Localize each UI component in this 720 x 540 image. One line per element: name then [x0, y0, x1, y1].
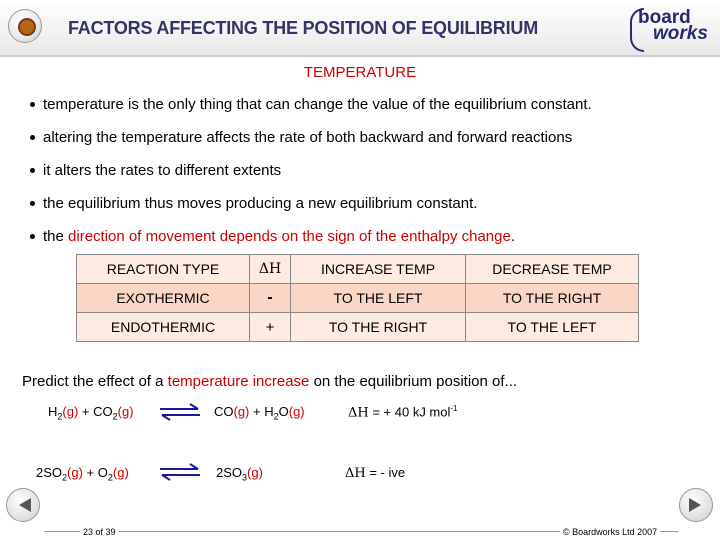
section-subtitle: TEMPERATURE	[303, 64, 417, 81]
equation-2-products	[216, 465, 263, 483]
bullet-text: altering the temperature affects the rate of both backward and forward reactions	[43, 129, 573, 146]
bullet-dot	[30, 102, 35, 107]
logo-text-board: board	[638, 7, 691, 28]
eq-text: H	[264, 404, 274, 419]
bullet-text-pre: the	[43, 228, 69, 245]
bullet-text: the equilibrium thus moves producing a new equilibrium constant.	[43, 195, 478, 212]
eq-text: CO	[93, 404, 113, 419]
table-cell: TO THE RIGHT	[291, 313, 466, 342]
table-row	[77, 313, 639, 342]
eq-state: (g)	[233, 404, 250, 419]
table-cell: TO THE LEFT	[466, 313, 639, 342]
equation-2-reactants	[36, 465, 129, 483]
bullet-item	[30, 228, 515, 245]
bullet-item	[30, 96, 592, 113]
equilibrium-arrow-icon	[158, 403, 202, 421]
table-cell: TO THE RIGHT	[466, 284, 639, 313]
bullet-text-highlight: direction of movement depends on the sign of the enthalpy change	[68, 228, 511, 245]
eq-text: O	[97, 465, 108, 480]
bullet-dot	[30, 168, 35, 173]
slide-counter: 23 of 39	[80, 527, 119, 537]
eq-subscript: 2	[112, 411, 118, 422]
arrow-left-icon	[7, 489, 39, 521]
bullet-text: it alters the rates to different extents	[43, 162, 282, 179]
table-cell: -	[250, 284, 291, 313]
table-cell: +	[250, 313, 291, 342]
predict-highlight: temperature increase	[167, 373, 310, 390]
eq-subscript: 2	[107, 472, 113, 483]
table-cell: TO THE LEFT	[291, 284, 466, 313]
page-title: FACTORS AFFECTING THE POSITION OF EQUILIBRIUM	[68, 18, 539, 38]
table-header-cell: ΔH	[250, 255, 291, 284]
table-header-cell: INCREASE TEMP	[291, 255, 466, 284]
next-slide-button[interactable]	[679, 488, 713, 522]
eq-plus: +	[78, 404, 94, 419]
copyright-text: © Boardworks Ltd 2007	[560, 527, 660, 537]
equation-1-enthalpy	[348, 404, 458, 420]
arrow-right-icon	[680, 489, 712, 521]
bullet-text: temperature is the only thing that can change the value of the equilibrium constant.	[43, 96, 592, 113]
bullet-item	[30, 162, 281, 179]
bullet-dot	[30, 201, 35, 206]
header-divider	[0, 55, 720, 57]
eq-state: (g)	[112, 465, 129, 480]
eq-state: (g)	[67, 465, 83, 480]
delta-h-symbol: ΔH	[348, 405, 369, 421]
logo-text-works: works	[653, 23, 708, 44]
equation-2-enthalpy	[345, 465, 405, 481]
table-header-cell: DECREASE TEMP	[466, 255, 639, 284]
eq-plus: +	[249, 404, 265, 419]
eq-state: (g)	[117, 404, 134, 419]
predict-post: on the equilibrium position of...	[309, 373, 518, 390]
eq-text: O	[278, 404, 289, 419]
eq-text: 2SO	[216, 465, 243, 480]
eq-subscript: 2	[273, 411, 279, 422]
table-cell: EXOTHERMIC	[77, 284, 250, 313]
eq-subscript: 2	[62, 472, 68, 483]
equation-1-reactants	[48, 404, 134, 422]
eq-subscript: 2	[57, 411, 63, 422]
table-header-cell: REACTION TYPE	[77, 255, 250, 284]
bullet-item	[30, 129, 572, 146]
previous-slide-button[interactable]	[6, 488, 40, 522]
predict-prompt	[22, 373, 517, 390]
bullet-item	[30, 195, 477, 212]
equation-1-products	[214, 404, 305, 422]
eq-plus: +	[82, 465, 98, 480]
table-header-row	[77, 255, 639, 284]
equilibrium-arrow-icon	[158, 463, 202, 481]
eq-text: CO	[214, 404, 234, 419]
boardworks-logo	[630, 9, 716, 51]
enthalpy-value: = + 40 kJ mol	[368, 404, 451, 420]
eq-text: 2SO	[36, 465, 63, 480]
predict-pre: Predict the effect of a	[22, 373, 168, 390]
home-button[interactable]	[8, 9, 42, 43]
eq-state: (g)	[247, 465, 263, 480]
eq-text: H	[48, 404, 58, 419]
enthalpy-exponent: -1	[450, 404, 458, 413]
table-row	[77, 284, 639, 313]
delta-h-symbol: ΔH	[345, 466, 366, 481]
reaction-table	[76, 254, 639, 342]
table-cell: ENDOTHERMIC	[77, 313, 250, 342]
home-icon	[18, 18, 36, 36]
eq-subscript: 3	[242, 472, 248, 483]
bullet-text-post: .	[510, 228, 516, 245]
eq-state: (g)	[288, 404, 305, 419]
bullet-dot	[30, 234, 35, 239]
eq-state: (g)	[62, 404, 79, 419]
enthalpy-value: = - ive	[365, 465, 406, 480]
bullet-dot	[30, 135, 35, 140]
